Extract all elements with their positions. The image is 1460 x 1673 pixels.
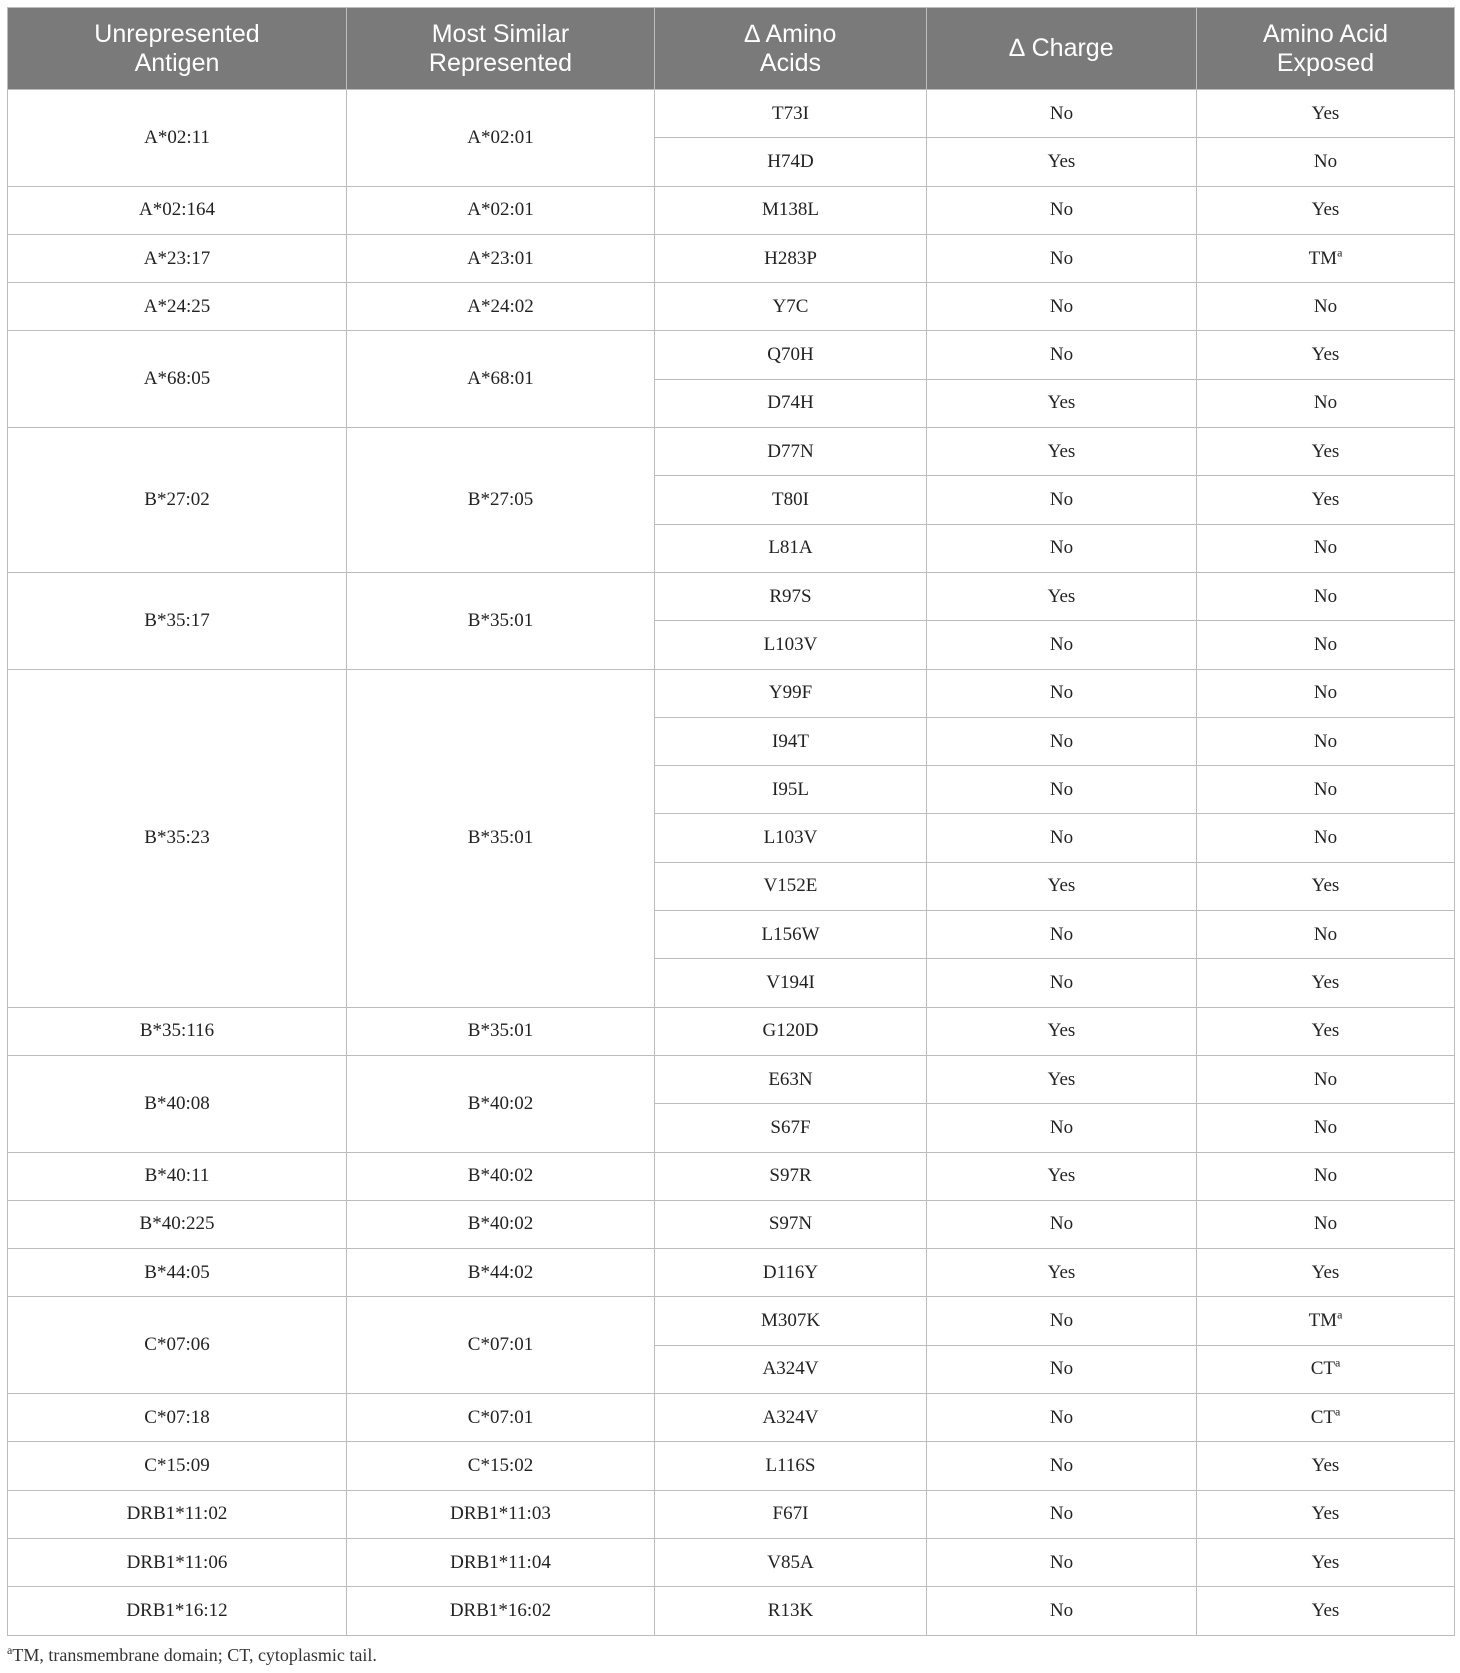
exposed-value: Yes <box>1311 489 1340 511</box>
cell-delta-amino-acids: E63N <box>655 1055 927 1103</box>
cell-amino-acid-exposed <box>1197 186 1455 234</box>
cell-delta-charge: No <box>927 1442 1197 1490</box>
cell-amino-acid-exposed <box>1197 1345 1455 1393</box>
footnote-reference: a <box>1337 245 1343 260</box>
cell-delta-charge: No <box>927 476 1197 524</box>
table-row <box>8 1055 1455 1103</box>
cell-delta-charge: Yes <box>927 379 1197 427</box>
cell-unrepresented-antigen: DRB1*11:02 <box>8 1490 347 1538</box>
cell-amino-acid-exposed <box>1197 814 1455 862</box>
cell-delta-charge: No <box>927 283 1197 331</box>
exposed-value: Yes <box>1311 199 1340 221</box>
header-line: Acids <box>759 48 822 77</box>
cell-delta-charge: No <box>927 1345 1197 1393</box>
cell-delta-amino-acids: Y99F <box>655 669 927 717</box>
table-header <box>8 8 1455 90</box>
cell-delta-charge: Yes <box>927 572 1197 620</box>
cell-delta-amino-acids: V152E <box>655 862 927 910</box>
cell-amino-acid-exposed <box>1197 669 1455 717</box>
cell-most-similar-represented: B*27:05 <box>347 428 655 573</box>
header-line: Represented <box>428 48 573 77</box>
table-row <box>8 1490 1455 1538</box>
cell-delta-charge: No <box>927 959 1197 1007</box>
table-row <box>8 428 1455 476</box>
cell-delta-amino-acids: L103V <box>655 621 927 669</box>
cell-delta-charge: No <box>927 1297 1197 1345</box>
cell-unrepresented-antigen: B*35:23 <box>8 669 347 1007</box>
cell-most-similar-represented: B*40:02 <box>347 1055 655 1152</box>
cell-delta-amino-acids: L81A <box>655 524 927 572</box>
cell-delta-amino-acids: F67I <box>655 1490 927 1538</box>
cell-amino-acid-exposed <box>1197 234 1455 282</box>
cell-delta-charge: No <box>927 766 1197 814</box>
exposed-value: No <box>1313 1213 1338 1235</box>
exposed-value: No <box>1313 392 1338 414</box>
exposed-value: No <box>1313 1165 1338 1187</box>
cell-amino-acid-exposed <box>1197 1442 1455 1490</box>
exposed-value: CT <box>1310 1358 1335 1380</box>
cell-unrepresented-antigen: C*07:18 <box>8 1394 347 1442</box>
header-most-similar-represented <box>347 8 655 90</box>
cell-delta-amino-acids: V194I <box>655 959 927 1007</box>
header-line: ∆ Amino <box>744 19 837 48</box>
cell-most-similar-represented: C*07:01 <box>347 1394 655 1442</box>
cell-unrepresented-antigen: B*40:225 <box>8 1200 347 1248</box>
table-row <box>8 331 1455 379</box>
cell-delta-charge: Yes <box>927 1007 1197 1055</box>
exposed-value: Yes <box>1311 440 1340 462</box>
cell-delta-charge: No <box>927 1394 1197 1442</box>
cell-delta-charge: No <box>927 1587 1197 1635</box>
cell-most-similar-represented: A*23:01 <box>347 234 655 282</box>
exposed-value: Yes <box>1311 1454 1340 1476</box>
exposed-value: No <box>1313 827 1338 849</box>
footnote-text: TM, transmembrane domain; CT, cytoplasmic tail. <box>12 1645 377 1665</box>
header-line: ∆ Charge <box>1009 34 1114 62</box>
table-row <box>8 1249 1455 1297</box>
cell-delta-charge: Yes <box>927 428 1197 476</box>
cell-amino-acid-exposed <box>1197 379 1455 427</box>
cell-delta-amino-acids: H283P <box>655 234 927 282</box>
cell-delta-charge: No <box>927 90 1197 138</box>
exposed-value: No <box>1313 682 1338 704</box>
cell-delta-amino-acids: M307K <box>655 1297 927 1345</box>
cell-amino-acid-exposed <box>1197 1007 1455 1055</box>
cell-delta-charge: No <box>927 331 1197 379</box>
table-row <box>8 1152 1455 1200</box>
cell-amino-acid-exposed <box>1197 1152 1455 1200</box>
header-line: Exposed <box>1276 48 1375 77</box>
exposed-value: Yes <box>1311 102 1340 124</box>
cell-most-similar-represented: B*40:02 <box>347 1200 655 1248</box>
cell-delta-charge: Yes <box>927 138 1197 186</box>
cell-unrepresented-antigen: DRB1*11:06 <box>8 1538 347 1586</box>
cell-most-similar-represented: DRB1*16:02 <box>347 1587 655 1635</box>
cell-delta-amino-acids: D74H <box>655 379 927 427</box>
exposed-value: No <box>1313 537 1338 559</box>
table-row <box>8 1442 1455 1490</box>
cell-unrepresented-antigen: B*35:17 <box>8 572 347 669</box>
cell-delta-charge: No <box>927 1104 1197 1152</box>
exposed-value: Yes <box>1311 1503 1340 1525</box>
footnote-reference: a <box>1334 1356 1341 1371</box>
exposed-value: No <box>1313 633 1338 655</box>
cell-unrepresented-antigen: B*27:02 <box>8 428 347 573</box>
cell-delta-amino-acids: A324V <box>655 1345 927 1393</box>
exposed-value: Yes <box>1311 1020 1340 1042</box>
cell-most-similar-represented: B*35:01 <box>347 669 655 1007</box>
exposed-value: CT <box>1310 1406 1335 1428</box>
cell-amino-acid-exposed <box>1197 90 1455 138</box>
header-line: Most Similar <box>431 19 570 48</box>
cell-delta-charge: No <box>927 621 1197 669</box>
cell-unrepresented-antigen: C*15:09 <box>8 1442 347 1490</box>
cell-most-similar-represented: DRB1*11:04 <box>347 1538 655 1586</box>
exposed-value: TM <box>1308 247 1338 269</box>
cell-unrepresented-antigen: B*35:116 <box>8 1007 347 1055</box>
exposed-value: No <box>1313 1116 1338 1138</box>
cell-delta-charge: No <box>927 717 1197 765</box>
cell-most-similar-represented: B*35:01 <box>347 572 655 669</box>
cell-most-similar-represented: C*15:02 <box>347 1442 655 1490</box>
cell-amino-acid-exposed <box>1197 524 1455 572</box>
table-row <box>8 1538 1455 1586</box>
header-row <box>8 8 1455 90</box>
cell-unrepresented-antigen: A*68:05 <box>8 331 347 428</box>
exposed-value: Yes <box>1311 1551 1340 1573</box>
table-row <box>8 572 1455 620</box>
table-row <box>8 283 1455 331</box>
cell-delta-charge: No <box>927 911 1197 959</box>
header-unrepresented-antigen <box>8 8 347 90</box>
exposed-value: Yes <box>1311 971 1340 993</box>
table-row <box>8 234 1455 282</box>
cell-delta-amino-acids: R97S <box>655 572 927 620</box>
exposed-value: No <box>1313 295 1338 317</box>
cell-amino-acid-exposed <box>1197 766 1455 814</box>
cell-delta-amino-acids: S97N <box>655 1200 927 1248</box>
exposed-value: No <box>1313 778 1338 800</box>
cell-amino-acid-exposed <box>1197 959 1455 1007</box>
cell-delta-amino-acids: D116Y <box>655 1249 927 1297</box>
table-row <box>8 1200 1455 1248</box>
cell-most-similar-represented: B*44:02 <box>347 1249 655 1297</box>
cell-unrepresented-antigen: A*02:11 <box>8 90 347 187</box>
cell-delta-charge: Yes <box>927 1249 1197 1297</box>
cell-delta-amino-acids: L156W <box>655 911 927 959</box>
cell-amino-acid-exposed <box>1197 717 1455 765</box>
cell-delta-amino-acids: Q70H <box>655 331 927 379</box>
cell-amino-acid-exposed <box>1197 1200 1455 1248</box>
header-line: Antigen <box>134 48 220 77</box>
cell-delta-amino-acids: D77N <box>655 428 927 476</box>
table-row <box>8 186 1455 234</box>
cell-delta-charge: No <box>927 1538 1197 1586</box>
cell-unrepresented-antigen: DRB1*16:12 <box>8 1587 347 1635</box>
cell-amino-acid-exposed <box>1197 1394 1455 1442</box>
header-line: Unrepresented <box>94 19 260 48</box>
table-row <box>8 1587 1455 1635</box>
cell-most-similar-represented: A*68:01 <box>347 331 655 428</box>
cell-delta-charge: No <box>927 234 1197 282</box>
table-row <box>8 669 1455 717</box>
cell-delta-amino-acids: I94T <box>655 717 927 765</box>
cell-most-similar-represented: A*24:02 <box>347 283 655 331</box>
cell-amino-acid-exposed <box>1197 138 1455 186</box>
cell-delta-amino-acids: T80I <box>655 476 927 524</box>
cell-amino-acid-exposed <box>1197 428 1455 476</box>
cell-unrepresented-antigen: A*23:17 <box>8 234 347 282</box>
cell-delta-amino-acids: M138L <box>655 186 927 234</box>
cell-amino-acid-exposed <box>1197 621 1455 669</box>
cell-delta-charge: No <box>927 1200 1197 1248</box>
cell-unrepresented-antigen: A*02:164 <box>8 186 347 234</box>
cell-amino-acid-exposed <box>1197 1490 1455 1538</box>
header-amino-acid-exposed <box>1197 8 1455 90</box>
cell-delta-charge: No <box>927 814 1197 862</box>
table-row <box>8 1394 1455 1442</box>
cell-delta-charge: Yes <box>927 862 1197 910</box>
cell-amino-acid-exposed <box>1197 331 1455 379</box>
cell-delta-charge: No <box>927 186 1197 234</box>
exposed-value: No <box>1313 585 1338 607</box>
footnote-marker: a <box>7 1643 13 1657</box>
exposed-value: Yes <box>1311 344 1340 366</box>
table-body <box>8 90 1455 1636</box>
exposed-value: No <box>1313 730 1338 752</box>
cell-delta-charge: Yes <box>927 1055 1197 1103</box>
exposed-value: TM <box>1308 1310 1338 1332</box>
cell-unrepresented-antigen: C*07:06 <box>8 1297 347 1394</box>
exposed-value: No <box>1313 150 1338 172</box>
exposed-value: Yes <box>1311 1599 1340 1621</box>
cell-most-similar-represented: B*40:02 <box>347 1152 655 1200</box>
table-footnote <box>7 1645 377 1666</box>
cell-amino-acid-exposed <box>1197 283 1455 331</box>
cell-unrepresented-antigen: B*44:05 <box>8 1249 347 1297</box>
cell-amino-acid-exposed <box>1197 862 1455 910</box>
cell-delta-charge: Yes <box>927 1152 1197 1200</box>
header-line: Amino Acid <box>1262 19 1389 48</box>
cell-delta-amino-acids: T73I <box>655 90 927 138</box>
cell-unrepresented-antigen: A*24:25 <box>8 283 347 331</box>
table-row <box>8 90 1455 138</box>
cell-delta-charge: No <box>927 669 1197 717</box>
cell-unrepresented-antigen: B*40:11 <box>8 1152 347 1200</box>
exposed-value: No <box>1313 923 1338 945</box>
cell-amino-acid-exposed <box>1197 1538 1455 1586</box>
cell-delta-amino-acids: H74D <box>655 138 927 186</box>
cell-delta-amino-acids: L116S <box>655 1442 927 1490</box>
cell-delta-charge: No <box>927 1490 1197 1538</box>
cell-delta-amino-acids: S67F <box>655 1104 927 1152</box>
table-row <box>8 1007 1455 1055</box>
cell-most-similar-represented: B*35:01 <box>347 1007 655 1055</box>
data-table <box>7 7 1455 1636</box>
cell-delta-amino-acids: S97R <box>655 1152 927 1200</box>
cell-most-similar-represented: DRB1*11:03 <box>347 1490 655 1538</box>
cell-delta-amino-acids: G120D <box>655 1007 927 1055</box>
cell-amino-acid-exposed <box>1197 1297 1455 1345</box>
exposed-value: Yes <box>1311 875 1340 897</box>
cell-amino-acid-exposed <box>1197 572 1455 620</box>
header-delta-amino-acids <box>655 8 927 90</box>
footnote-reference: a <box>1337 1307 1343 1322</box>
cell-most-similar-represented: A*02:01 <box>347 186 655 234</box>
cell-delta-amino-acids: L103V <box>655 814 927 862</box>
header-delta-charge <box>927 8 1197 90</box>
cell-most-similar-represented: A*02:01 <box>347 90 655 187</box>
cell-delta-amino-acids: A324V <box>655 1394 927 1442</box>
table-row <box>8 1297 1455 1345</box>
cell-amino-acid-exposed <box>1197 476 1455 524</box>
exposed-value: Yes <box>1311 1261 1340 1283</box>
cell-delta-amino-acids: Y7C <box>655 283 927 331</box>
cell-delta-amino-acids: V85A <box>655 1538 927 1586</box>
cell-delta-amino-acids: I95L <box>655 766 927 814</box>
exposed-value: No <box>1313 1068 1338 1090</box>
cell-delta-charge: No <box>927 524 1197 572</box>
cell-unrepresented-antigen: B*40:08 <box>8 1055 347 1152</box>
cell-amino-acid-exposed <box>1197 1055 1455 1103</box>
footnote-reference: a <box>1334 1404 1341 1419</box>
cell-delta-amino-acids: R13K <box>655 1587 927 1635</box>
cell-amino-acid-exposed <box>1197 1249 1455 1297</box>
cell-amino-acid-exposed <box>1197 1587 1455 1635</box>
cell-most-similar-represented: C*07:01 <box>347 1297 655 1394</box>
cell-amino-acid-exposed <box>1197 1104 1455 1152</box>
cell-amino-acid-exposed <box>1197 911 1455 959</box>
